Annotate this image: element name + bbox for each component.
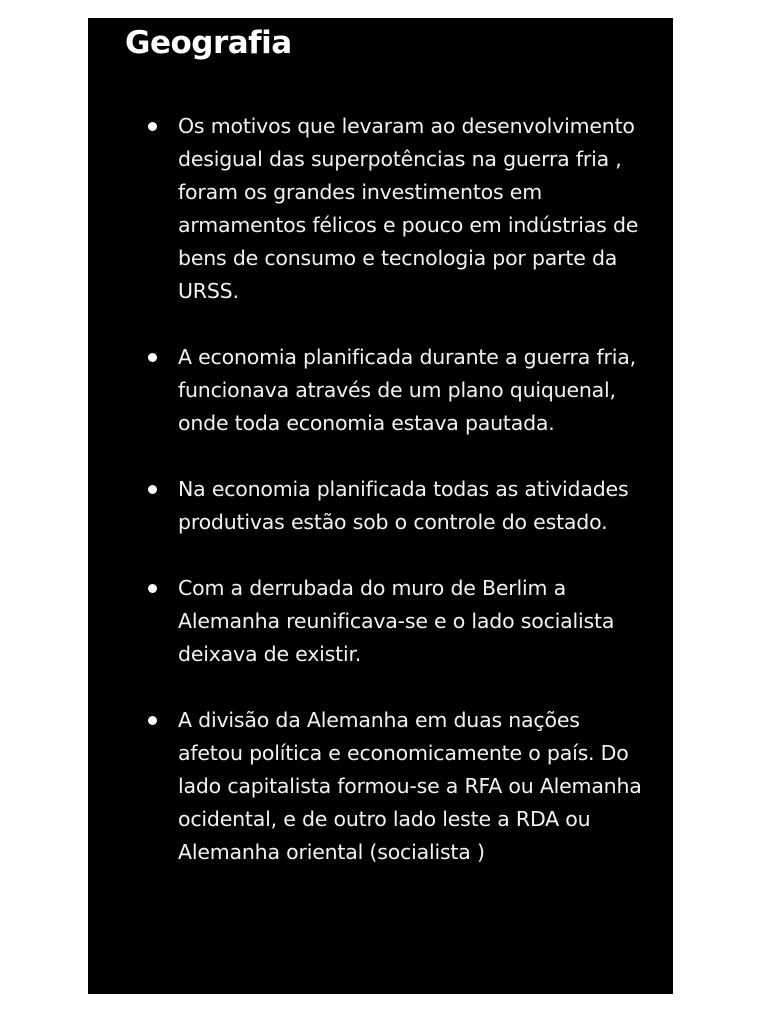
list-item: [88, 704, 673, 869]
bullet-dot-icon: [148, 716, 157, 725]
bullet-dot-icon: [148, 353, 157, 362]
bullet-list: [88, 110, 673, 902]
list-item: [88, 341, 673, 440]
list-item-text: Na economia planificada todas as atividades produtivas estão sob o controle do estado.: [178, 477, 629, 534]
list-item: [88, 572, 673, 671]
list-item: [88, 110, 673, 308]
list-item-text: A economia planificada durante a guerra fria, funcionava através de um plano quiquenal, onde toda economia estava pautada.: [178, 345, 636, 435]
list-item-text: Os motivos que levaram ao desenvolvimento desigual das superpotências na guerra fria , foram os grandes investimentos em armamentos félicos e pouco em indústrias de bens de consumo e tecnologia por parte da URSS.: [178, 114, 639, 303]
list-item-text: Com a derrubada do muro de Berlim a Alemanha reunificava-se e o lado socialista deixava de existir.: [178, 576, 615, 666]
note-screen: [88, 18, 673, 994]
list-item-text: A divisão da Alemanha em duas nações afetou política e economicamente o país. Do lado capitalista formou-se a RFA ou Alemanha ocidental, e de outro lado leste a RDA ou Alemanha oriental (socialista ): [178, 708, 642, 864]
bullet-dot-icon: [148, 122, 157, 131]
page-title: Geografia: [125, 25, 292, 61]
bullet-dot-icon: [148, 485, 157, 494]
list-item: [88, 473, 673, 539]
bullet-dot-icon: [148, 584, 157, 593]
